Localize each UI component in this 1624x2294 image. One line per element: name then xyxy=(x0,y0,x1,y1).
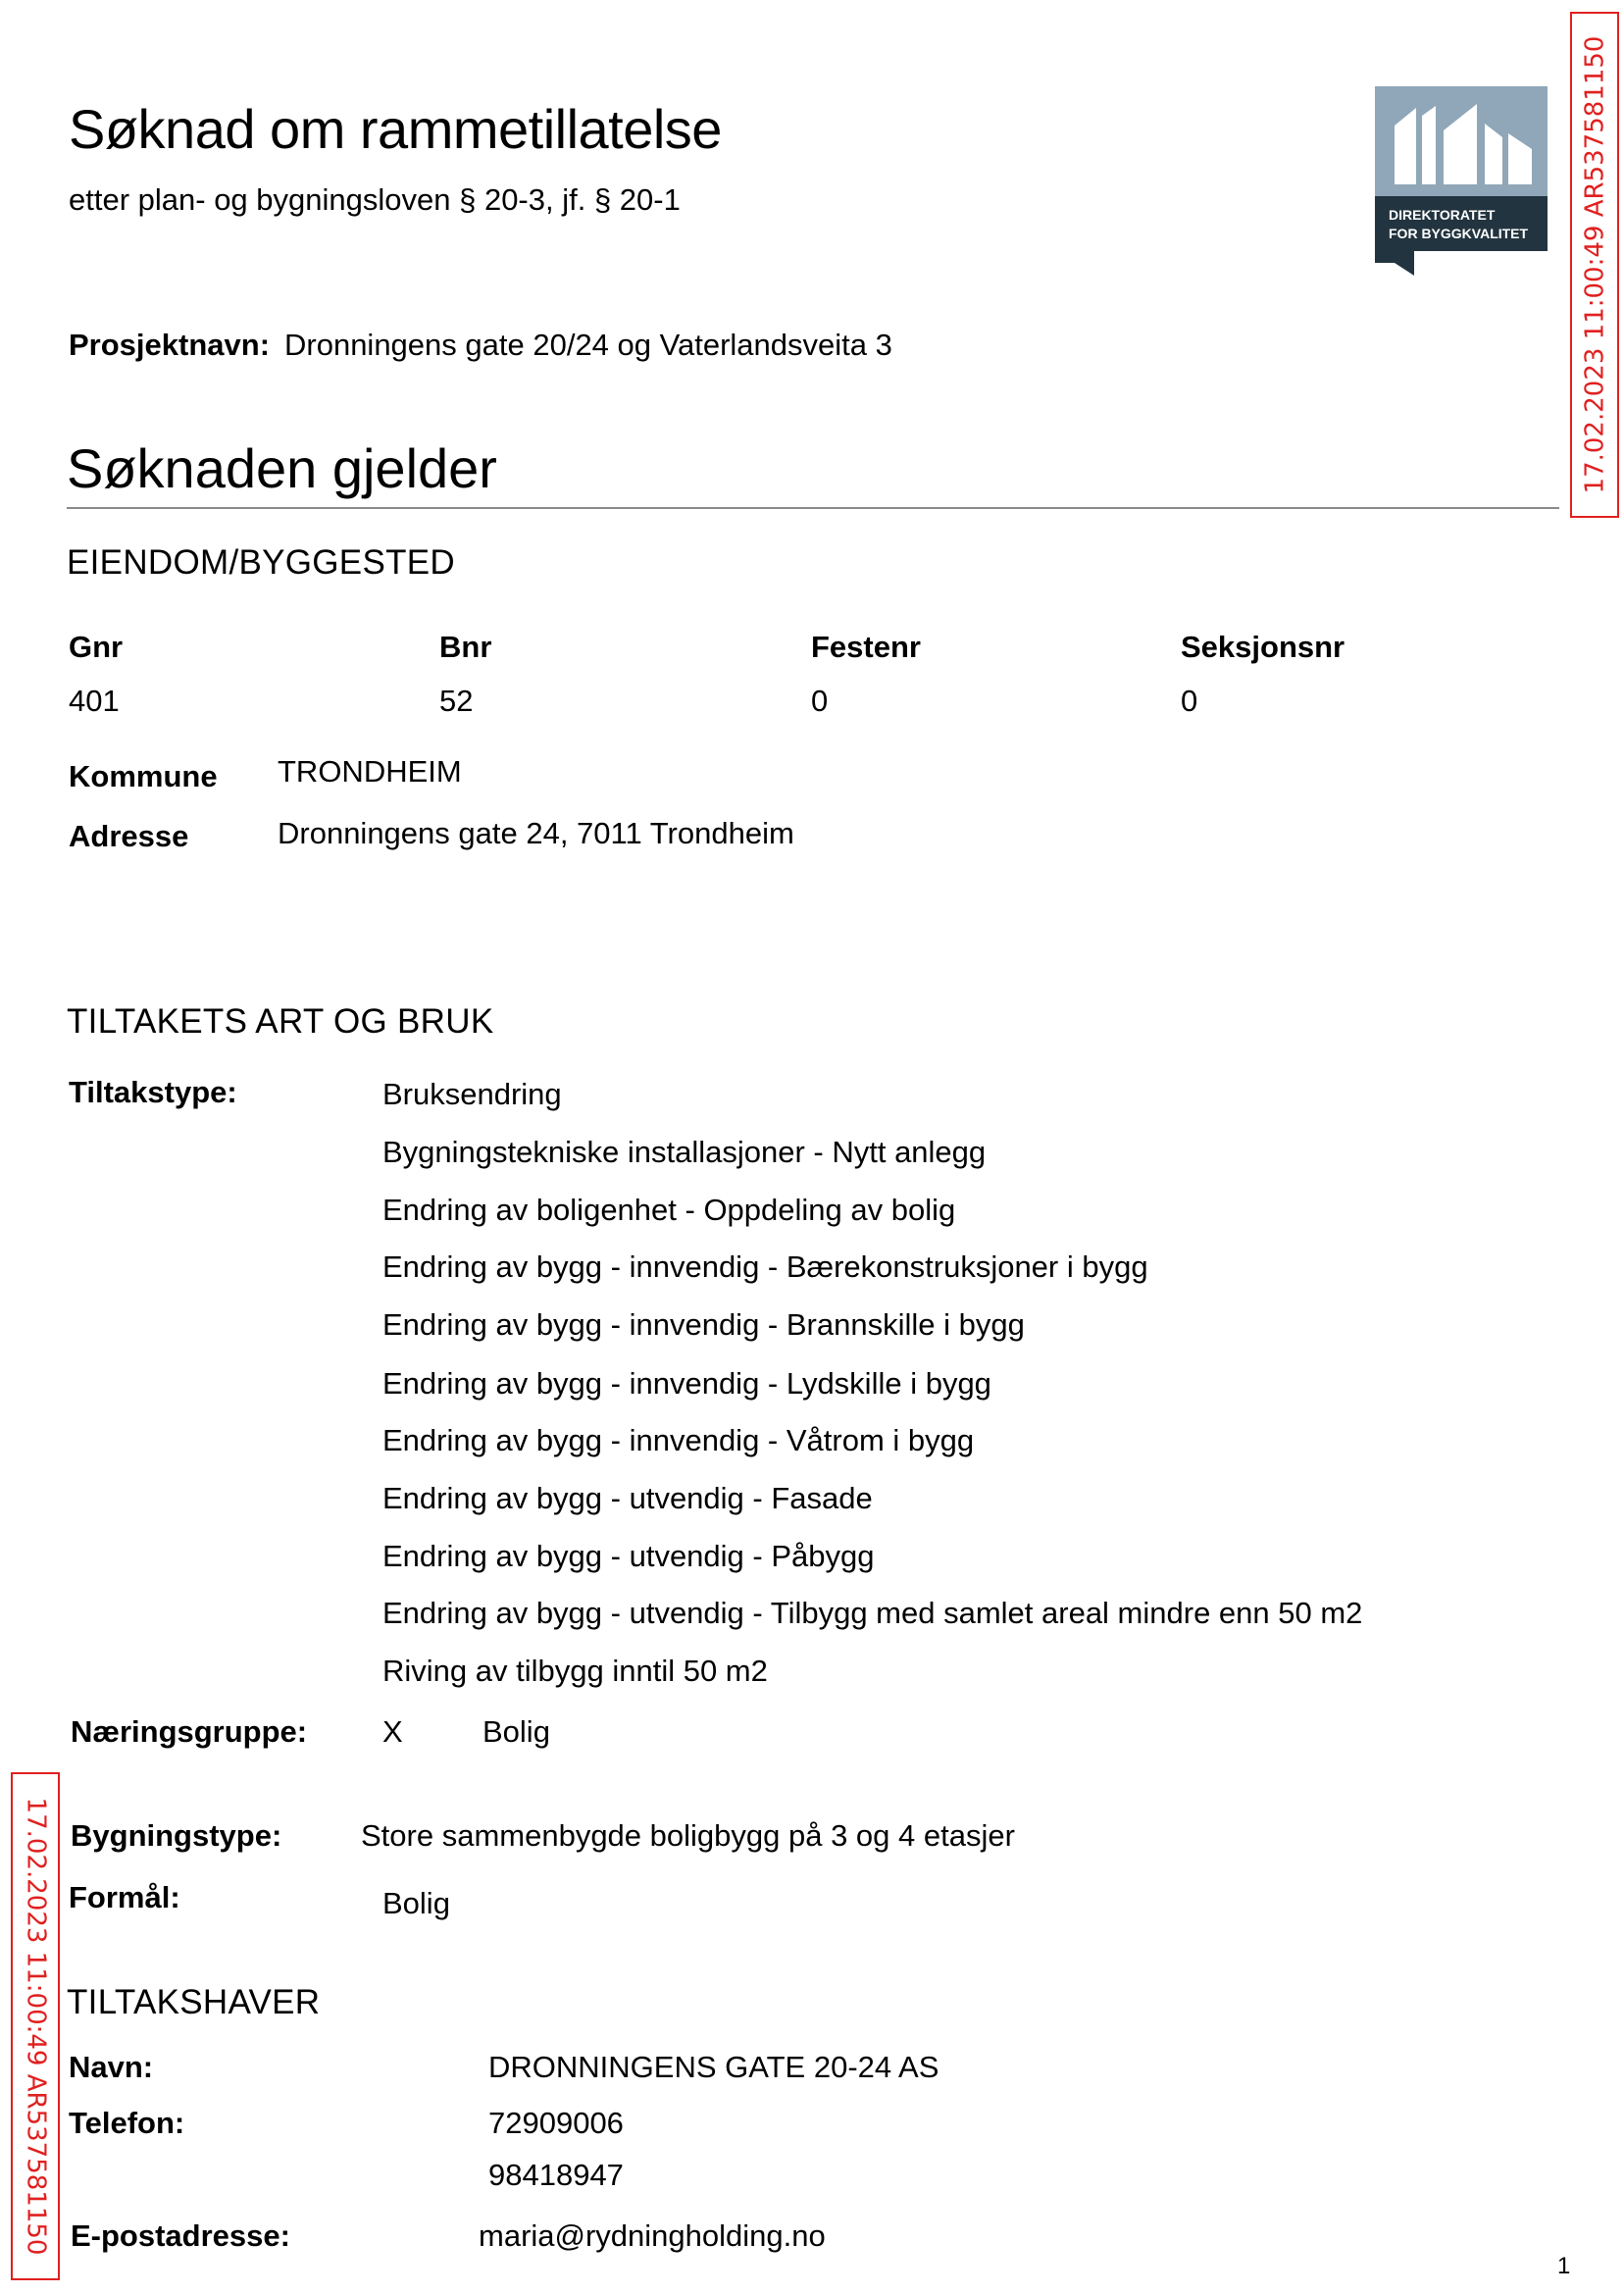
naeringsgruppe-label: Næringsgruppe: xyxy=(71,1714,308,1749)
project-name-label: Prosjektnavn: xyxy=(69,328,271,362)
adresse-value: Dronningens gate 24, 7011 Trondheim xyxy=(278,816,794,850)
stamp-text: 17.02.2023 11:00:49 AR537581150 xyxy=(21,1797,50,2256)
list-item: Endring av bygg - utvendig - Påbygg xyxy=(382,1539,875,1573)
section-divider xyxy=(67,507,1559,509)
naeringsgruppe-code: X xyxy=(382,1714,403,1749)
kommune-value: TRONDHEIM xyxy=(278,754,462,789)
dibk-logo-graphic xyxy=(1375,86,1548,276)
naeringsgruppe-value: Bolig xyxy=(482,1714,550,1749)
gnr-value: 401 xyxy=(69,684,120,718)
tiltakshaver-heading: TILTAKSHAVER xyxy=(67,1983,321,2021)
bygningstype-value: Store sammenbygde boligbygg på 3 og 4 etasjer xyxy=(361,1818,1015,1853)
document-title: Søknad om rammetillatelse xyxy=(69,98,722,160)
navn-label: Navn: xyxy=(69,2050,154,2084)
telefon-value-1: 72909006 xyxy=(488,2106,624,2140)
telefon-value-2: 98418947 xyxy=(488,2158,624,2192)
list-item: Endring av bygg - innvendig - Lydskille i bygg xyxy=(382,1366,991,1401)
document-subtitle: etter plan- og bygningsloven § 20-3, jf. § 20-1 xyxy=(69,182,681,217)
gnr-label: Gnr xyxy=(69,630,124,664)
tiltak-heading: TILTAKETS ART OG BRUK xyxy=(67,1002,494,1041)
epost-value: maria@rydningholding.no xyxy=(479,2218,826,2253)
dibk-logo xyxy=(1375,86,1548,276)
formal-label: Formål: xyxy=(69,1880,180,1914)
bygningstype-label: Bygningstype: xyxy=(71,1818,282,1853)
telefon-label: Telefon: xyxy=(69,2106,185,2140)
seksjonsnr-value: 0 xyxy=(1181,684,1198,718)
epost-label: E-postadresse: xyxy=(71,2218,290,2253)
list-item: Endring av bygg - innvendig - Bærekonstruksjoner i bygg xyxy=(382,1249,1148,1284)
kommune-label: Kommune xyxy=(69,759,218,793)
seksjonsnr-label: Seksjonsnr xyxy=(1181,630,1345,664)
list-item: Endring av bygg - innvendig - Våtrom i bygg xyxy=(382,1423,975,1457)
document-stamp-left xyxy=(11,1772,60,2280)
list-item: Riving av tilbygg inntil 50 m2 xyxy=(382,1654,768,1688)
page-number: 1 xyxy=(1557,2253,1571,2279)
formal-value: Bolig xyxy=(382,1886,450,1920)
section-heading-soknaden: Søknaden gjelder xyxy=(67,437,497,499)
bnr-label: Bnr xyxy=(439,630,492,664)
list-item: Endring av bygg - utvendig - Fasade xyxy=(382,1481,873,1515)
list-item: Endring av bygg - utvendig - Tilbygg med samlet areal mindre enn 50 m2 xyxy=(382,1596,1363,1630)
logo-text-line1: DIREKTORATET xyxy=(1389,207,1496,223)
logo-text-line2: FOR BYGGKVALITET xyxy=(1389,226,1529,241)
list-item: Endring av bygg - innvendig - Brannskille i bygg xyxy=(382,1307,1025,1342)
navn-value: DRONNINGENS GATE 20-24 AS xyxy=(488,2050,939,2084)
stamp-text: 17.02.2023 11:00:49 AR537581150 xyxy=(1580,35,1609,494)
bnr-value: 52 xyxy=(439,684,474,718)
list-item: Endring av boligenhet - Oppdeling av bolig xyxy=(382,1193,956,1227)
project-name-value: Dronningens gate 20/24 og Vaterlandsveita 3 xyxy=(284,328,892,362)
eiendom-heading: EIENDOM/BYGGESTED xyxy=(67,543,455,582)
festenr-label: Festenr xyxy=(811,630,921,664)
list-item: Bygningstekniske installasjoner - Nytt anlegg xyxy=(382,1135,987,1169)
adresse-label: Adresse xyxy=(69,819,189,853)
tiltakstype-label: Tiltakstype: xyxy=(69,1075,237,1109)
document-stamp-right xyxy=(1570,12,1619,518)
festenr-value: 0 xyxy=(811,684,829,718)
list-item: Bruksendring xyxy=(382,1077,562,1111)
